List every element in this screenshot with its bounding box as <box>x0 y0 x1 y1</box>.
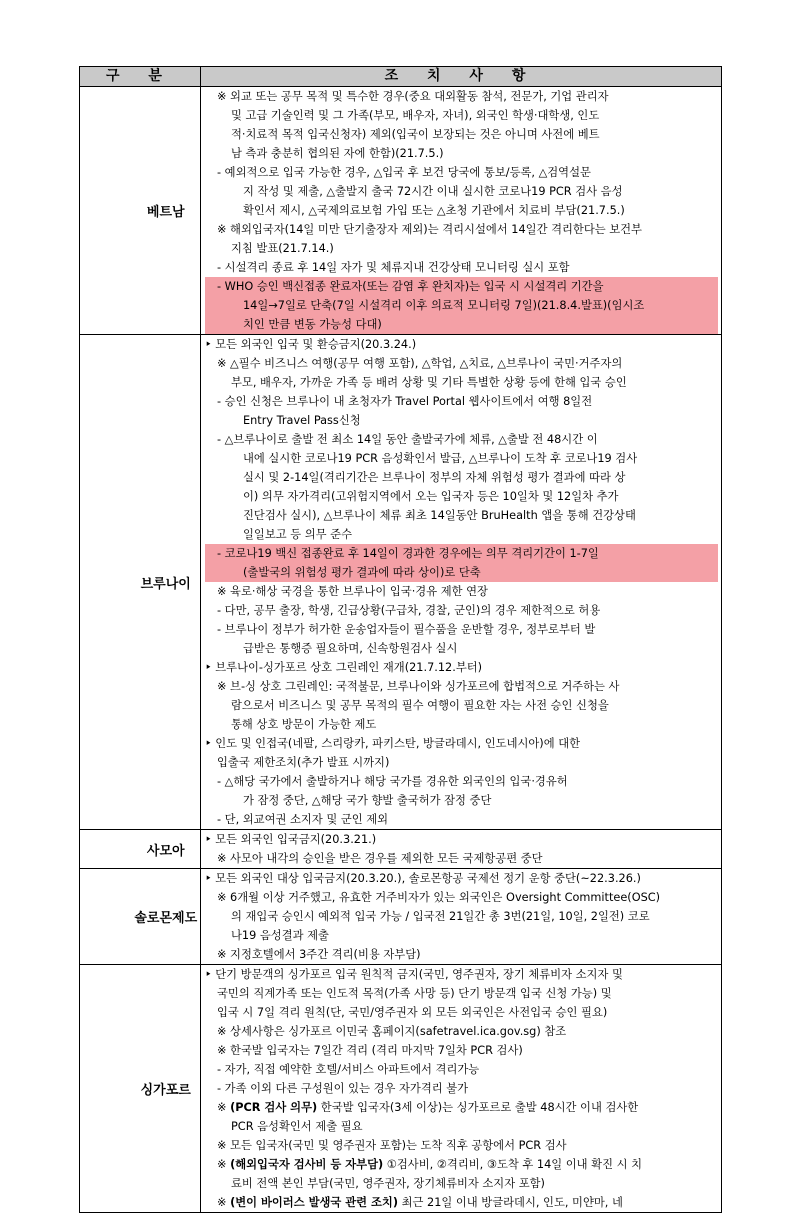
measures-cell <box>201 830 722 869</box>
country-row-solomon-islands <box>80 869 722 965</box>
measures-cell <box>201 965 722 1213</box>
measures-document <box>79 66 721 1213</box>
measure-line: 및 고급 기술인력 및 그 가족(부모, 배우자, 자녀), 외국인 학생·대학생, 인도 <box>231 109 600 122</box>
measure-line: - 예외적으로 입국 가능한 경우, △입국 후 보건 당국에 통보/등록, △검역설문 <box>217 166 591 179</box>
country-name: 베트남 <box>132 87 201 335</box>
measures-cell <box>201 335 722 830</box>
measure-line: - △해당 국가에서 출발하거나 해당 국가를 경유한 외국인의 입국·경유허 <box>217 775 568 788</box>
measure-line: - 자가, 직접 예약한 호텔/서비스 아파트에서 격리가능 <box>217 1063 480 1076</box>
country-name: 솔로몬제도 <box>132 869 201 965</box>
country-row-samoa <box>80 830 722 869</box>
country-name: 싱가포르 <box>132 965 201 1213</box>
measure-line: ※ 6개월 이상 거주했고, 유효한 거주비자가 있는 외국인은 Oversight Committee(OSC) <box>217 891 661 904</box>
bold-heading: (PCR 검사 의무) <box>230 1101 318 1114</box>
bold-heading: (변이 바이러스 발생국 관련 조치) <box>230 1196 398 1209</box>
measure-line: ‣ 인도 및 인접국(네팔, 스리랑카, 파키스탄, 방글라데시, 인도네시아)에 대한 <box>205 737 581 750</box>
measure-line: 급받은 통행증 필요하며, 신속항원검사 실시 <box>243 642 458 655</box>
highlighted-measure-line: - 코로나19 백신 접종완료 후 14일이 경과한 경우에는 의무 격리기간이 1-7일 <box>205 544 718 563</box>
highlighted-measure-line: 치인 만큼 변동 가능성 다대) <box>205 315 718 334</box>
measure-line: - 시설격리 종료 후 14일 자가 및 체류지내 건강상태 모니터링 실시 포함 <box>217 261 570 274</box>
measure-line: 나19 음성결과 제출 <box>231 929 329 942</box>
highlighted-measure-line: (출발국의 위험성 평가 결과에 따라 상이)로 단축 <box>205 563 718 582</box>
table-header-row <box>80 67 722 87</box>
measure-line: PCR 음성확인서 제출 필요 <box>231 1120 363 1133</box>
row-spacer-cell <box>80 335 132 830</box>
country-row-brunei <box>80 335 722 830</box>
bold-heading: (해외입국자 검사비 등 자부담) <box>230 1158 384 1171</box>
category-header: 구 분 <box>80 67 201 87</box>
highlighted-measure-line: - WHO 승인 백신접종 완료자(또는 감염 후 완치자)는 입국 시 시설격리 기간을 <box>205 277 718 296</box>
measure-line: 부모, 배우자, 가까운 가족 등 배려 상황 및 기타 특별한 상황 등에 한해 입국 승인 <box>231 376 627 389</box>
measure-line: 입국 시 7일 격리 원칙(단, 국민/영주권자 외 모든 외국인은 사전입국 승인 필요) <box>217 1006 608 1019</box>
country-name: 사모아 <box>132 830 201 869</box>
measure-line: 내에 실시한 코로나19 PCR 음성확인서 발급, △브루나이 도착 후 코로나19 검사 <box>243 452 638 465</box>
measure-line: ※ (PCR 검사 의무) 한국발 입국자(3세 이상)는 싱가포르로 출발 48시간 이내 검사한 <box>217 1101 639 1114</box>
measure-line: ‣ 브루나이-싱가포르 상호 그린레인 재개(21.7.12.부터) <box>205 661 483 674</box>
country-row-vietnam <box>80 87 722 335</box>
row-spacer-cell <box>80 87 132 335</box>
measure-line: - 승인 신청은 브루나이 내 초청자가 Travel Portal 웹사이트에서 여행 8일전 <box>217 395 593 408</box>
measure-line: ※ 외교 또는 공무 목적 및 특수한 경우(중요 대외활동 참석, 전문가, 기업 관리자 <box>217 90 609 103</box>
measure-line: 통해 상호 방문이 가능한 제도 <box>231 718 377 731</box>
measure-line: 람으로서 비즈니스 및 공무 목적의 필수 여행이 필요한 자는 사전 승인 신청을 <box>231 699 609 712</box>
measure-line: 적·치료적 목적 입국신청자) 제외(입국이 보장되는 것은 아니며 사전에 베트 <box>231 128 600 141</box>
measure-line: 입출국 제한조치(추가 발표 시까지) <box>217 756 390 769</box>
measure-line: ※ 해외입국자(14일 미만 단기출장자 제외)는 격리시설에서 14일간 격리한다는 보건부 <box>217 223 642 236</box>
row-spacer-cell <box>80 965 132 1213</box>
measure-line: 일일보고 등 의무 준수 <box>243 528 352 541</box>
measures-cell <box>201 87 722 335</box>
measure-line: ※ △필수 비즈니스 여행(공무 여행 포함), △학업, △치료, △브루나이 국민·거주자의 <box>217 357 623 370</box>
highlighted-measure-line: 14일→7일로 단축(7일 시설격리 이후 의료적 모니터링 7일)(21.8.4.발표)(임시조 <box>205 296 718 315</box>
measure-line: 지 작성 및 제출, △출발지 출국 72시간 이내 실시한 코로나19 PCR 검사 음성 <box>243 185 623 198</box>
measure-line: - 가족 이외 다른 구성원이 있는 경우 자가격리 불가 <box>217 1082 469 1095</box>
row-spacer-cell <box>80 830 132 869</box>
measure-line: ‣ 모든 외국인 대상 입국금지(20.3.20.), 솔로몬항공 국제선 정기 운항 중단(~22.3.26.) <box>205 872 641 885</box>
measure-line: ※ 모든 입국자(국민 및 영주권자 포함)는 도착 직후 공항에서 PCR 검사 <box>217 1139 567 1152</box>
measure-line: ※ 사모아 내각의 승인을 받은 경우를 제외한 모든 국제항공편 중단 <box>217 852 543 865</box>
measure-line: 료비 전액 본인 부담(국민, 영주권자, 장기체류비자 소지자 포함) <box>231 1177 545 1190</box>
measure-line: ‣ 모든 외국인 입국금지(20.3.21.) <box>205 833 377 846</box>
measure-line: - 다만, 공무 출장, 학생, 긴급상황(구급차, 경찰, 군인)의 경우 제한적으로 허용 <box>217 604 601 617</box>
measure-line: - 브루나이 정부가 허가한 운송업자들이 필수품을 운반할 경우, 정부로부터 발 <box>217 623 596 636</box>
measure-line: ※ (변이 바이러스 발생국 관련 조치) 최근 21일 이내 방글라데시, 인도, 미얀마, 네 <box>217 1196 623 1209</box>
measure-line: ※ 브-싱 상호 그린레인: 국적불문, 브루나이와 싱가포르에 합법적으로 거주하는 사 <box>217 680 620 693</box>
measure-line: 실시 및 2-14일(격리기간은 브루나이 정부의 자체 위험성 평가 결과에 따라 상 <box>243 471 626 484</box>
measure-line: 의 재입국 승인시 예외적 입국 가능 / 입국전 21일간 총 3번(21일, 10일, 2일전) 코로 <box>231 910 650 923</box>
measure-line: 이) 의무 자가격리(고위험지역에서 오는 입국자 등은 10일차 및 12일차 추가 <box>243 490 619 503</box>
measure-line: - 단, 외교여권 소지자 및 군인 제외 <box>217 813 389 826</box>
measure-line: ※ 지정호텔에서 3주간 격리(비용 자부담) <box>217 948 421 961</box>
measure-line: - △브루나이로 출발 전 최소 14일 동안 출발국가에 체류, △출발 전 48시간 이 <box>217 433 598 446</box>
measure-line: ‣ 단기 방문객의 싱가포르 입국 원칙적 금지(국민, 영주권자, 장기 체류비자 소지자 및 <box>205 968 623 981</box>
measure-line: ※ (해외입국자 검사비 등 자부담) ①검사비, ②격리비, ③도착 후 14일 이내 확진 시 치 <box>217 1158 643 1171</box>
measure-line: 남 측과 충분히 협의된 자에 한함)(21.7.5.) <box>231 147 444 160</box>
measure-line: 국민의 직계가족 또는 인도적 목적(가족 사망 등) 단기 방문객 입국 신청 가능) 및 <box>217 987 612 1000</box>
measures-header: 조 치 사 항 <box>201 67 722 87</box>
measure-line: 지침 발표(21.7.14.) <box>231 242 334 255</box>
measures-table <box>79 66 722 1213</box>
measure-line: ※ 한국발 입국자는 7일간 격리 (격리 마지막 7일차 PCR 검사) <box>217 1044 523 1057</box>
measure-line: ※ 상세사항은 싱가포르 이민국 홈페이지(safetravel.ica.gov.sg) 참조 <box>217 1025 567 1038</box>
measure-line: ‣ 모든 외국인 입국 및 환승금지(20.3.24.) <box>205 338 417 351</box>
measure-line: ※ 육로·해상 국경을 통한 브루나이 입국·경유 제한 연장 <box>217 585 488 598</box>
row-spacer-cell <box>80 869 132 965</box>
measure-line: 확인서 제시, △국제의료보험 가입 또는 △초청 기관에서 치료비 부담(21.7.5.) <box>243 204 625 217</box>
measure-line: Entry Travel Pass신청 <box>243 414 361 427</box>
measure-line: 가 잠정 중단, △해당 국가 향발 출국허가 잠정 중단 <box>243 794 492 807</box>
country-row-singapore <box>80 965 722 1213</box>
country-name: 브루나이 <box>132 335 201 830</box>
measure-line: 진단검사 실시), △브루나이 체류 최초 14일동안 BruHealth 앱을 통해 건강상태 <box>243 509 636 522</box>
measures-cell <box>201 869 722 965</box>
